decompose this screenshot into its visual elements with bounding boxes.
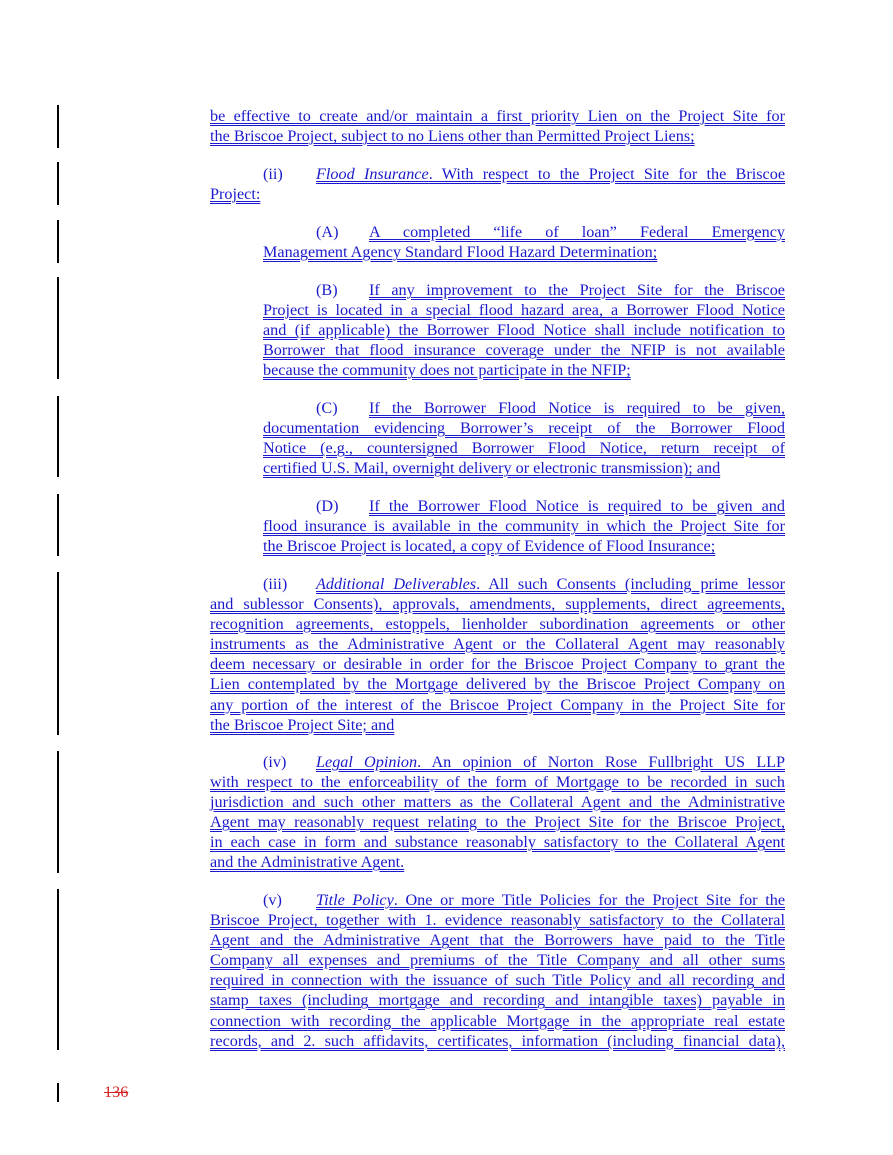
- text-line: Briscoe Project, together with 1. evidence reasonably satisfactory to the Collateral: [210, 911, 785, 930]
- change-bar: [57, 396, 59, 477]
- text-line: with respect to the enforceability of the form of Mortgage to be recorded in such: [210, 773, 785, 792]
- change-bar: [57, 1083, 59, 1102]
- text-line: the Briscoe Project is located, a copy of Evidence of Flood Insurance;: [263, 537, 716, 556]
- text-line: Agent may reasonably request relating to the Project Site for the Briscoe Project,: [210, 813, 785, 832]
- text-line: [263, 496, 785, 516]
- paragraph-iv: [210, 752, 785, 873]
- text-line: records, and 2. such affidavits, certificates, information (including financial data),: [210, 1031, 785, 1050]
- text-line: jurisdiction and such other matters as the Collateral Agent and the Administrative: [210, 793, 785, 812]
- clause-text: . An opinion of Norton Rose Fullbright US LLP: [417, 753, 785, 771]
- change-bar: [57, 277, 59, 379]
- text-line: Company all expenses and premiums of the Title Company and all other sums: [210, 951, 785, 970]
- change-bar: [57, 494, 59, 556]
- text-line: and (if applicable) the Borrower Flood Notice shall include notification to: [263, 321, 785, 340]
- change-bar: [57, 105, 59, 148]
- text-line: any portion of the interest of the Briscoe Project Company in the Project Site for: [210, 695, 785, 714]
- text-line: because the community does not participate in the NFIP;: [263, 361, 631, 380]
- page-number: 136: [104, 1083, 129, 1101]
- clause-caption: Flood Insurance: [316, 165, 429, 183]
- paragraph-iii: [210, 574, 785, 735]
- text-line: connection with recording the applicable Mortgage in the appropriate real estate: [210, 1011, 785, 1030]
- clause-text: . With respect to the Project Site for the Briscoe: [428, 165, 785, 183]
- change-bar: [57, 751, 59, 873]
- text-line: instruments as the Administrative Agent or the Collateral Agent may reasonably: [210, 635, 785, 654]
- text-line: certified U.S. Mail, overnight delivery or electronic transmission); and: [263, 459, 721, 478]
- change-bar: [57, 889, 59, 1050]
- text-line: [263, 222, 785, 242]
- text-line: the Briscoe Project Site; and: [210, 715, 395, 734]
- text-line: deem necessary or desirable in order for the Briscoe Project Company to grant the: [210, 655, 785, 674]
- clause-text: A completed “life of loan” Federal Emergency: [369, 223, 785, 241]
- text-line: stamp taxes (including mortgage and recording and intangible taxes) payable in: [210, 991, 785, 1010]
- text-line: Lien contemplated by the Mortgage delivered by the Briscoe Project Company on: [210, 675, 785, 694]
- text-line: be effective to create and/or maintain a first priority Lien on the Project Site for: [210, 107, 785, 125]
- clause-label: (C): [316, 399, 338, 417]
- paragraph-C: [263, 398, 785, 478]
- text-line: documentation evidencing Borrower’s receipt of the Borrower Flood: [263, 419, 785, 438]
- text-line: [210, 574, 785, 594]
- text-line: Management Agency Standard Flood Hazard Determination;: [263, 243, 658, 262]
- text-line: recognition agreements, estoppels, lienholder subordination agreements or other: [210, 615, 785, 634]
- clause-label: (B): [316, 281, 338, 299]
- text-line: [263, 398, 785, 418]
- text-line: Project is located in a special flood hazard area, a Borrower Flood Notice: [263, 301, 785, 320]
- clause-text: . One or more Title Policies for the Project Site for the: [393, 891, 785, 909]
- clause-caption: Additional Deliverables: [316, 575, 477, 593]
- paragraph-B: [263, 280, 785, 380]
- text-line: [210, 890, 785, 910]
- change-bar: [57, 572, 59, 735]
- text-line: Notice (e.g., countersigned Borrower Flood Notice, return receipt of: [263, 439, 785, 458]
- clause-text: If any improvement to the Project Site for the Briscoe: [369, 281, 785, 299]
- text-line: in each case in form and substance reasonably satisfactory to the Collateral Agent: [210, 833, 785, 852]
- paragraph-A: [263, 222, 785, 262]
- paragraph-D: [263, 496, 785, 556]
- clause-caption: Title Policy: [316, 891, 394, 909]
- clause-text: . All such Consents (including prime lessor: [476, 575, 785, 593]
- clause-label: (v): [263, 891, 282, 909]
- paragraph-v: [210, 890, 785, 1051]
- text-line: [263, 280, 785, 300]
- text-line: [210, 752, 785, 772]
- text-line: the Briscoe Project, subject to no Liens other than Permitted Project Liens;: [210, 127, 695, 146]
- clause-label: (iii): [263, 575, 288, 593]
- clause-label: (A): [316, 223, 339, 241]
- change-bar: [57, 220, 59, 263]
- clause-text: If the Borrower Flood Notice is required to be given and: [369, 497, 785, 515]
- text-line: flood insurance is available in the community in which the Project Site for: [263, 517, 785, 536]
- text-line: and sublessor Consents), approvals, amendments, supplements, direct agreements,: [210, 595, 785, 614]
- text-line: and the Administrative Agent.: [210, 853, 405, 872]
- clause-label: (ii): [263, 165, 283, 183]
- text-line: Borrower that flood insurance coverage under the NFIP is not available: [263, 341, 785, 360]
- change-bar: [57, 162, 59, 205]
- clause-caption: Legal Opinion: [316, 753, 418, 771]
- clause-label: (D): [316, 497, 339, 515]
- text-line: Agent and the Administrative Agent that the Borrowers have paid to the Title: [210, 931, 785, 950]
- text-line: Project:: [210, 185, 261, 204]
- paragraph-intro: [210, 106, 785, 146]
- text-line: [210, 164, 785, 184]
- clause-label: (iv): [263, 753, 287, 771]
- text-line: required in connection with the issuance of such Title Policy and all recording and: [210, 971, 785, 990]
- clause-text: If the Borrower Flood Notice is required to be given,: [369, 399, 785, 417]
- paragraph-ii: [210, 164, 785, 204]
